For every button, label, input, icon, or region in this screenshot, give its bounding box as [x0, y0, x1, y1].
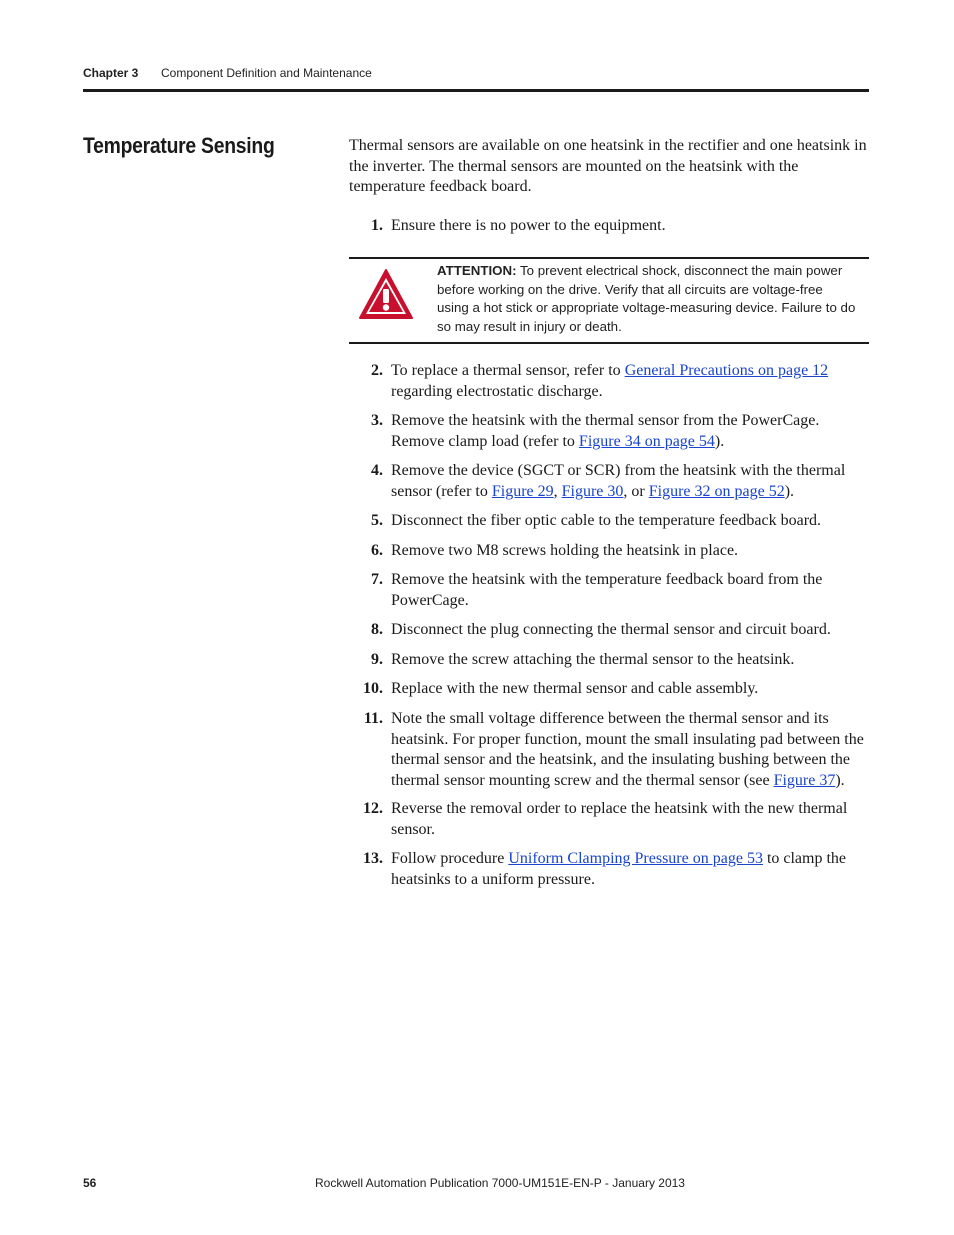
step-text: Follow procedure: [391, 850, 509, 867]
step-12: [349, 799, 869, 840]
step-text: Ensure there is no power to the equipment.: [391, 217, 666, 234]
step-5: [349, 511, 869, 532]
publication-info: Rockwell Automation Publication 7000-UM151E-EN-P - January 2013: [315, 1176, 685, 1190]
chapter-title: Component Definition and Maintenance: [161, 66, 372, 80]
step-text: Disconnect the plug connecting the thermal sensor and circuit board.: [391, 621, 831, 638]
step-2: [349, 361, 869, 402]
step-text: to clamp the heatsinks to a uniform pressure.: [391, 850, 847, 888]
link-figure-29[interactable]: Figure 29: [491, 482, 554, 500]
step-text: ).: [784, 482, 795, 500]
attention-box: [349, 257, 869, 344]
step-text: ).: [714, 432, 725, 450]
step-6: [349, 541, 869, 562]
section-title: Temperature Sensing: [83, 133, 275, 158]
link-figure-37[interactable]: Figure 37: [773, 771, 836, 789]
attention-message: To prevent electrical shock, disconnect the main power before working on the drive. Verify that all circuits are voltage-free using a hot stick or appropriate voltage-measuring device. Failure to do so may result in injury or death.: [437, 263, 856, 334]
step-text: Reverse the removal order to replace the heatsink with the new thermal sensor.: [391, 800, 848, 838]
step-3: [349, 411, 869, 452]
step-text: , or: [623, 482, 649, 500]
step-number: 10.: [363, 680, 383, 697]
running-header: [83, 66, 869, 80]
link-uniform-clamping-pressure[interactable]: Uniform Clamping Pressure on page 53: [508, 850, 763, 867]
step-1: [349, 216, 869, 237]
step-text: Disconnect the fiber optic cable to the temperature feedback board.: [391, 512, 822, 529]
step-10: [349, 679, 869, 700]
step-text: Note the small voltage difference between the thermal sensor and its heatsink. For proper function, mount the small insulating pad between the thermal sensor and the heatsink, and the insulating bushing between the thermal sensor mounting screw and the thermal sensor (see: [391, 710, 864, 789]
step-number: 1.: [371, 217, 383, 234]
step-number: 11.: [363, 710, 383, 727]
step-text: Remove the heatsink with the temperature feedback board from the PowerCage.: [391, 571, 823, 609]
link-figure-32[interactable]: Figure 32 on page 52: [648, 482, 785, 500]
step-number: 8.: [371, 621, 383, 638]
step-number: 9.: [371, 651, 383, 668]
step-number: 13.: [363, 850, 383, 867]
step-text: ,: [553, 482, 562, 500]
step-text: Remove the screw attaching the thermal sensor to the heatsink.: [391, 651, 795, 668]
step-11: [349, 709, 869, 791]
chapter-label: Chapter 3: [83, 66, 139, 80]
step-text: regarding electrostatic discharge.: [391, 382, 603, 400]
step-number: 3.: [371, 412, 383, 429]
step-text: Remove the device (SGCT or SCR) from the heatsink with the thermal sensor (refer to: [391, 462, 846, 500]
link-figure-34[interactable]: Figure 34 on page 54: [578, 432, 715, 450]
step-number: 4.: [371, 462, 383, 479]
step-text: Remove two M8 screws holding the heatsink in place.: [391, 542, 739, 559]
step-8: [349, 620, 869, 641]
intro-paragraph: Thermal sensors are available on one heatsink in the rectifier and one heatsink in the inverter. The thermal sensors are mounted on the heatsink with the temperature feedback board.: [349, 137, 867, 195]
page-number: 56: [83, 1176, 97, 1190]
step-number: 12.: [363, 800, 383, 817]
step-number: 5.: [371, 512, 383, 529]
step-number: 2.: [371, 362, 383, 379]
link-figure-30[interactable]: Figure 30: [561, 482, 624, 500]
step-text: To replace a thermal sensor, refer to: [391, 362, 625, 379]
step-9: [349, 650, 869, 671]
attention-label: ATTENTION:: [437, 263, 517, 278]
step-7: [349, 570, 869, 611]
step-text: ).: [835, 771, 845, 789]
step-number: 7.: [371, 571, 383, 588]
step-text: Replace with the new thermal sensor and cable assembly.: [391, 680, 759, 697]
attention-text: [437, 262, 857, 336]
warning-triangle-icon: [357, 267, 415, 321]
header-rule: [83, 89, 869, 92]
step-13: [349, 849, 869, 890]
step-text: Remove the heatsink with the thermal sensor from the PowerCage. Remove clamp load (refer to: [391, 412, 820, 450]
step-number: 6.: [371, 542, 383, 559]
step-4: [349, 461, 869, 502]
link-general-precautions[interactable]: General Precautions on page 12: [624, 362, 829, 379]
